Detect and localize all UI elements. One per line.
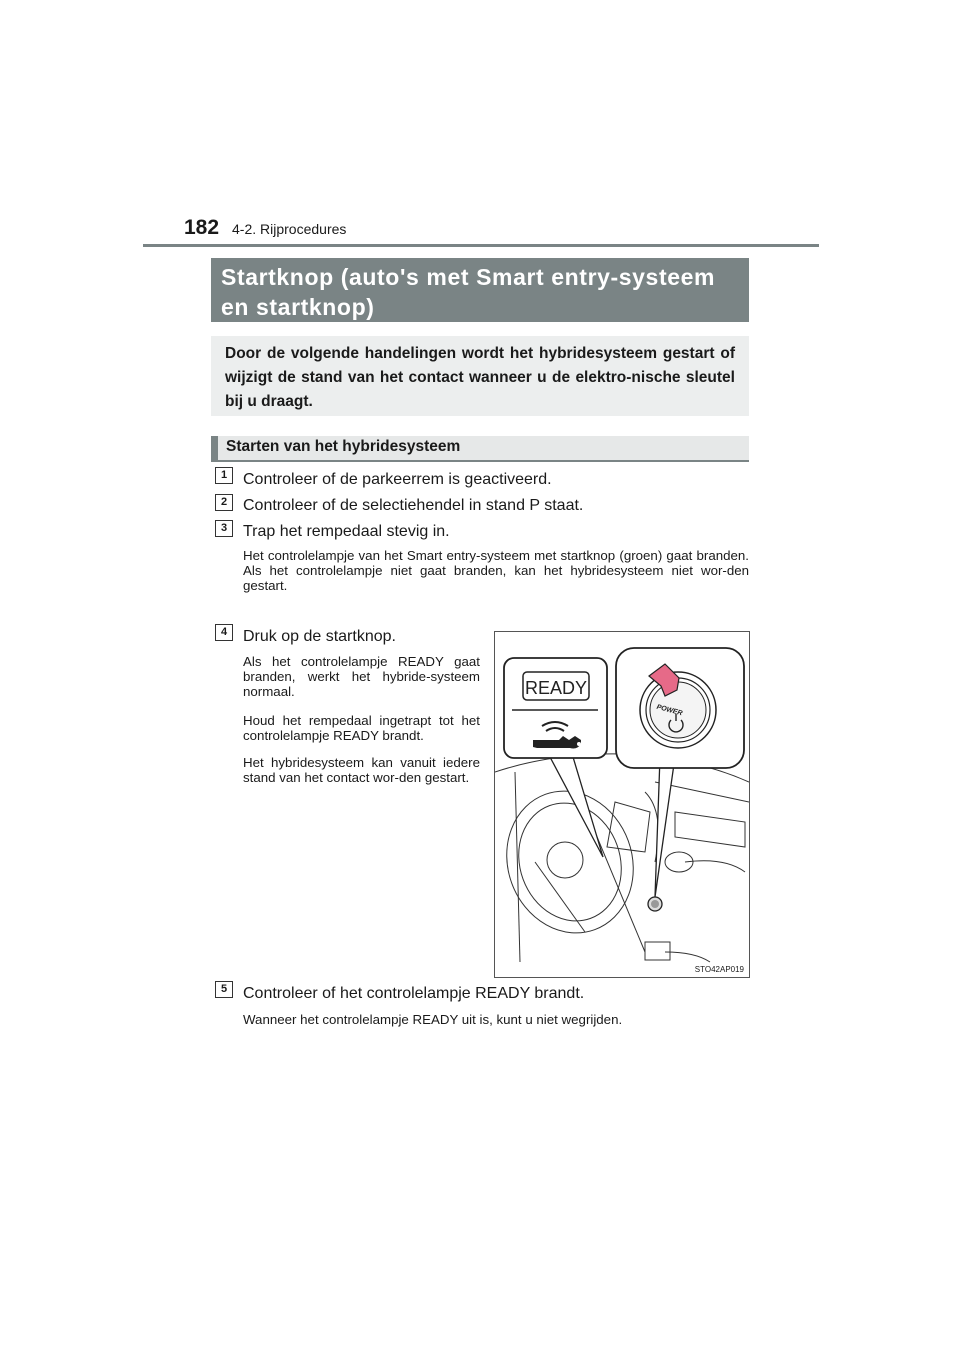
step-4-note-2: Houd het rempedaal ingetrapt tot het controlelampje READY brandt. [243, 713, 480, 743]
page-title: Startknop (auto's met Smart entry-systeem en startknop) [211, 258, 749, 322]
step-number-1: 1 [215, 467, 233, 484]
step-number-2: 2 [215, 494, 233, 511]
step-4-text: Druk op de startknop. [243, 628, 396, 645]
step-number-5: 5 [215, 981, 233, 998]
step-4-note-3: Het hybridesysteem kan vanuit iedere stand van het contact wor-den gestart. [243, 755, 480, 785]
step-number-4: 4 [215, 624, 233, 641]
page-number: 182 [184, 216, 220, 239]
step-1-text: Controleer of de parkeerrem is geactiveerd. [243, 471, 552, 488]
step-2-text: Controleer of de selectiehendel in stand P staat. [243, 497, 584, 514]
section-title: 4-2. Rijprocedures [232, 221, 347, 237]
step-3-text: Trap het rempedaal stevig in. [243, 523, 450, 540]
step-4-note-1: Als het controlelampje READY gaat branden, werkt het hybride-systeem normaal. [243, 654, 480, 699]
figure-caption: STO42AP019 [694, 965, 744, 974]
step-3-note: Het controlelampje van het Smart entry-systeem met startknop (groen) gaat branden. Als het controlelampje niet gaat branden, kan het hybridesysteem niet wor-den gestart. [243, 548, 749, 593]
power-label: POWER [655, 703, 684, 718]
steering-wheel-illustration [495, 632, 749, 977]
ready-label: READY [524, 678, 588, 698]
step-5-text: Controleer of het controlelampje READY brandt. [243, 985, 585, 1002]
dashboard-illustration [494, 631, 750, 978]
step-5-note: Wanneer het controlelampje READY uit is, kunt u niet wegrijden. [243, 1012, 623, 1027]
intro-text: Door de volgende handelingen wordt het hybridesysteem gestart of wijzigt de stand van het contact wanneer u de elektro-nische sleutel bij u draagt. [211, 336, 749, 416]
header-rule [143, 244, 819, 247]
subheading: Starten van het hybridesysteem [211, 436, 749, 462]
step-number-3: 3 [215, 520, 233, 537]
